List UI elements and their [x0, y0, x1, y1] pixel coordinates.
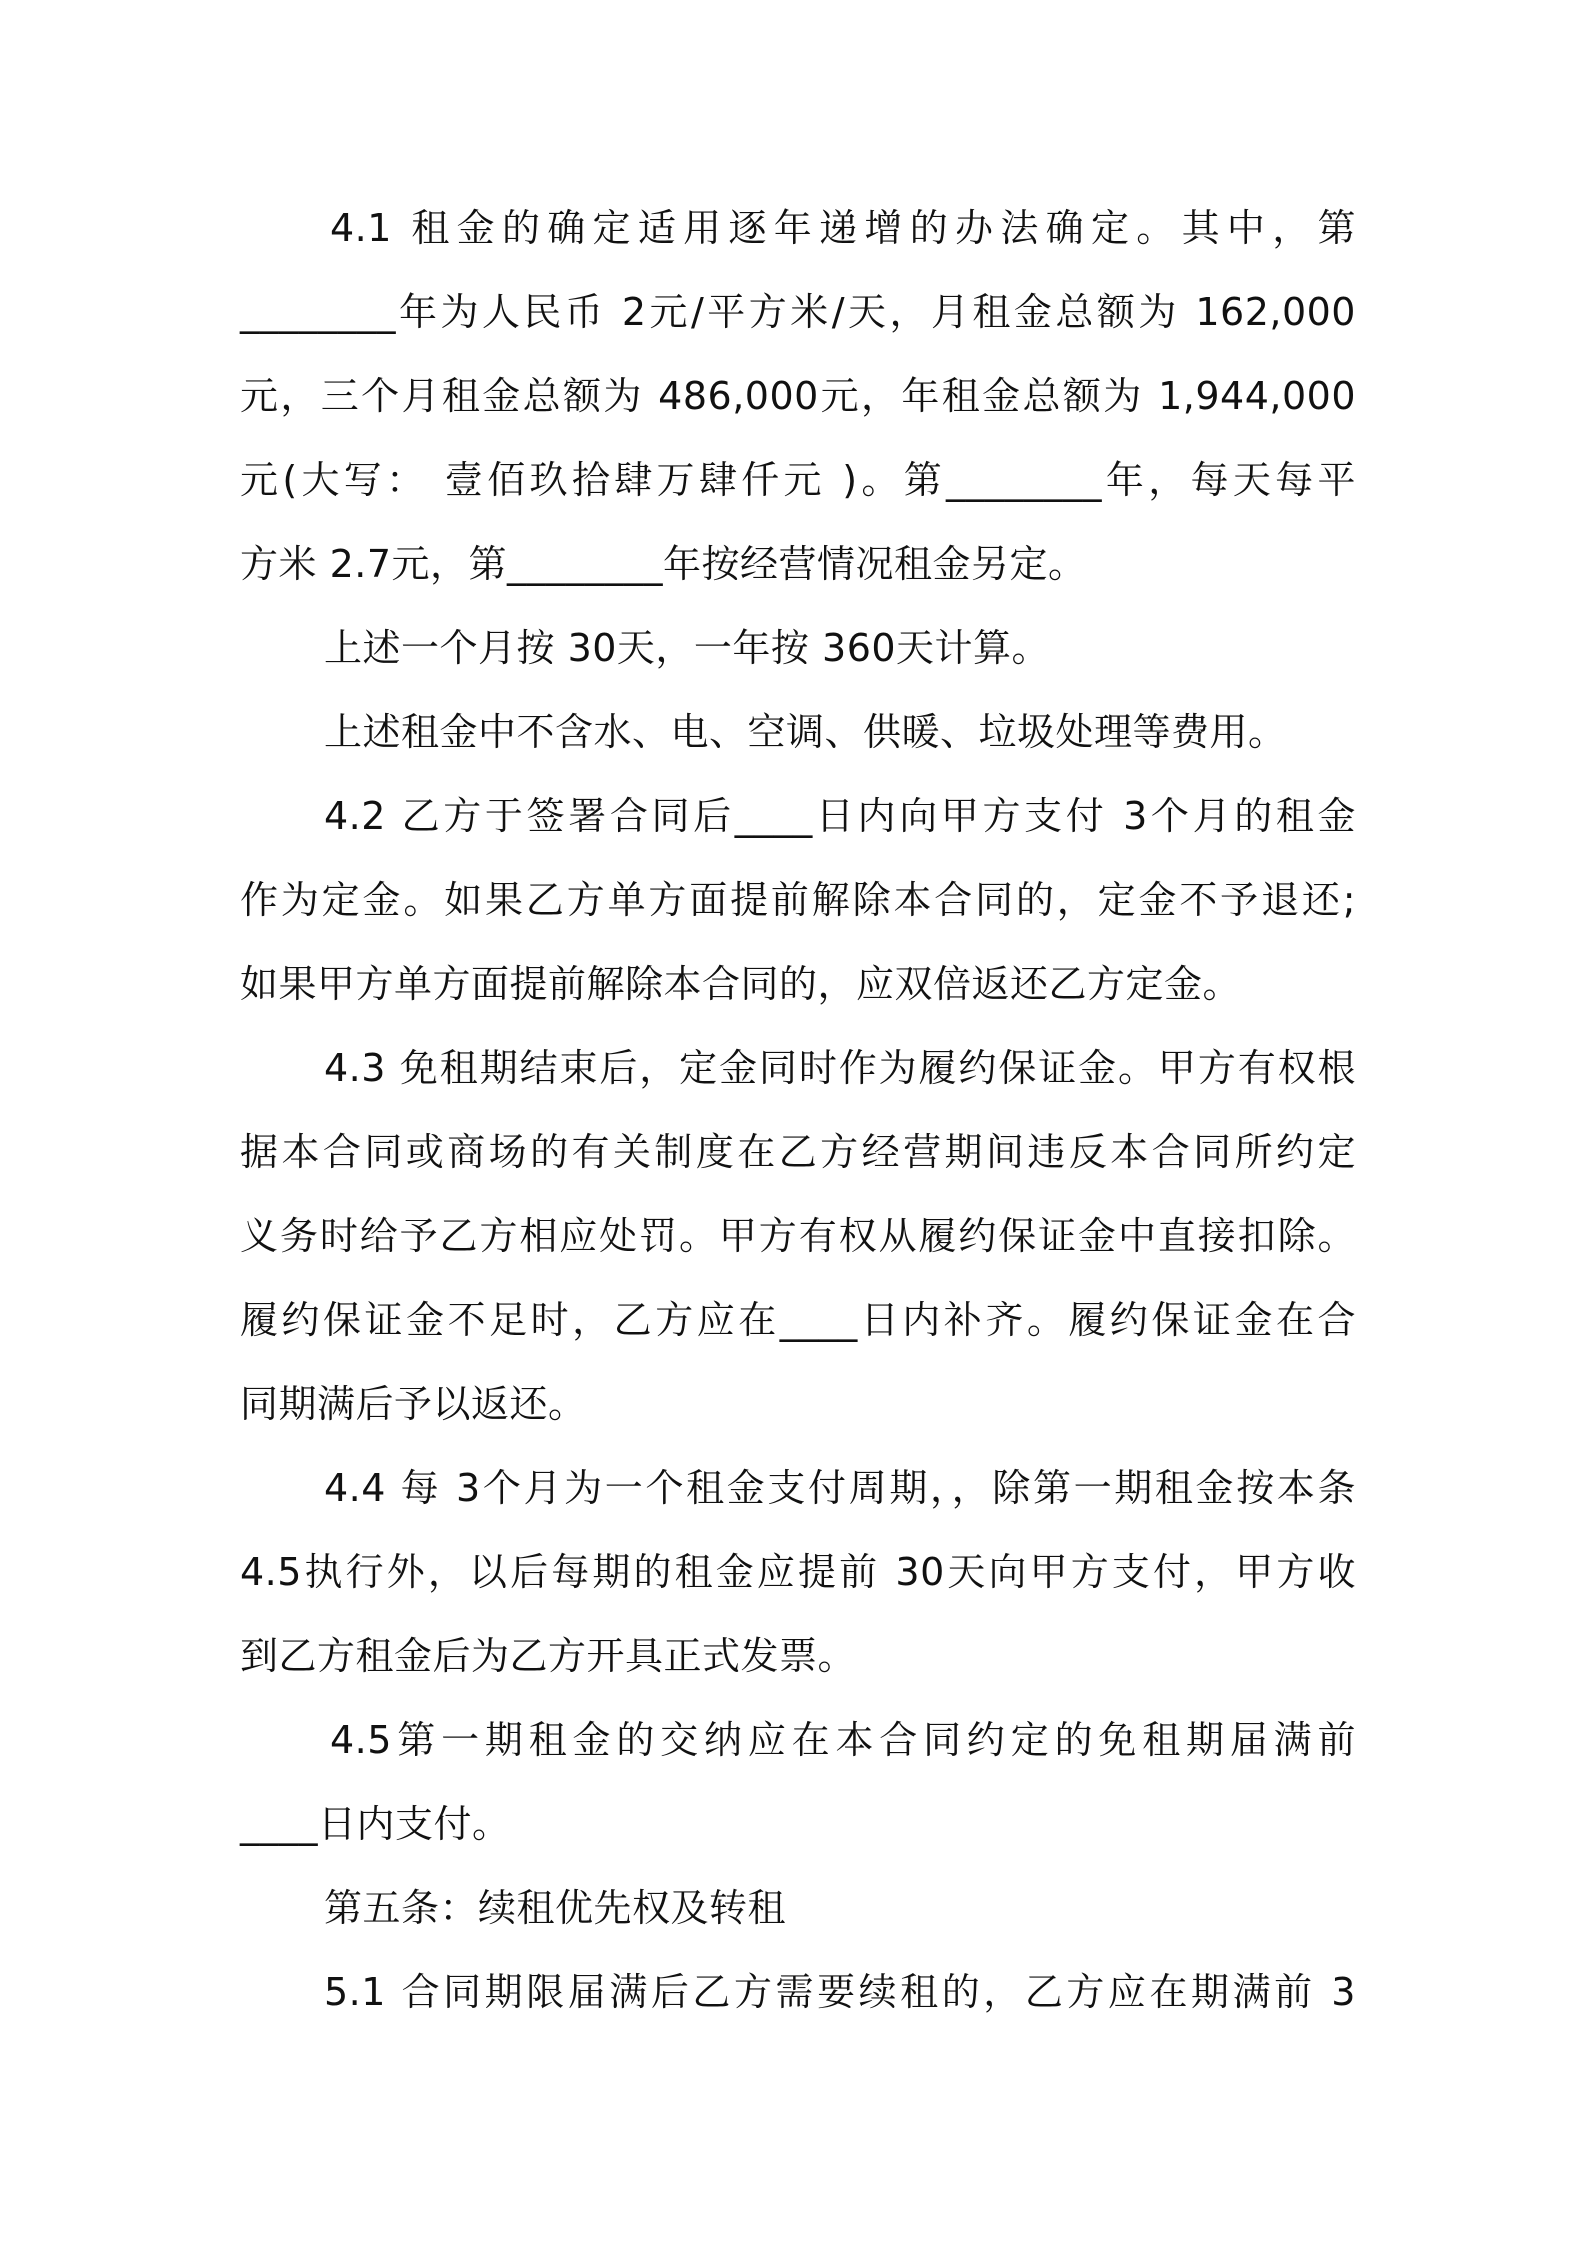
text-line: 元(大写： 壹佰玖拾肆万肆仟元 )。第________年，每天每平 [240, 458, 1356, 502]
text-line-fee-exclusions: 上述租金中不含水、电、空调、供暖、垃圾处理等费用。 [324, 710, 1287, 754]
text-line: 义务时给予乙方相应处罚。甲方有权从履约保证金中直接扣除。 [240, 1214, 1356, 1258]
text-line-4-3-start: 4.3 免租期结束后，定金同时作为履约保证金。甲方有权根 [324, 1046, 1356, 1090]
text-line-4-5-start: 4.5第一期租金的交纳应在本合同约定的免租期届满前 [330, 1718, 1356, 1762]
text-line: ____日内支付。 [240, 1802, 511, 1846]
text-line-month-calc: 上述一个月按 30天，一年按 360天计算。 [324, 626, 1051, 670]
text-line-4-4-start: 4.4 每 3个月为一个租金支付周期，，除第一期租金按本条 [324, 1466, 1356, 1510]
text-line: 方米 2.7元，第________年按经营情况租金另定。 [240, 542, 1087, 586]
text-line: 同期满后予以返还。 [240, 1382, 587, 1426]
text-line-4-2-start: 4.2 乙方于签署合同后____日内向甲方支付 3个月的租金 [324, 794, 1356, 838]
text-line: 履约保证金不足时，乙方应在____日内补齐。履约保证金在合 [240, 1298, 1356, 1342]
text-line: 作为定金。如果乙方单方面提前解除本合同的，定金不予退还; [240, 878, 1356, 922]
text-line: 如果甲方单方面提前解除本合同的，应双倍返还乙方定金。 [240, 962, 1242, 1006]
text-line: ________年为人民币 2元/平方米/天，月租金总额为 162,000 [240, 290, 1356, 334]
text-line: 4.5执行外，以后每期的租金应提前 30天向甲方支付，甲方收 [240, 1550, 1356, 1594]
text-line: 到乙方租金后为乙方开具正式发票。 [240, 1634, 857, 1678]
section-heading-article-5: 第五条：续租优先权及转租 [324, 1886, 787, 1930]
text-line: 据本合同或商场的有关制度在乙方经营期间违反本合同所约定 [240, 1130, 1356, 1174]
text-line-4-1-start: 4.1 租金的确定适用逐年递增的办法确定。其中，第 [330, 206, 1356, 250]
text-line: 元，三个月租金总额为 486,000元，年租金总额为 1,944,000 [240, 374, 1356, 418]
text-line-5-1-start: 5.1 合同期限届满后乙方需要续租的，乙方应在期满前 3 [324, 1970, 1356, 2014]
